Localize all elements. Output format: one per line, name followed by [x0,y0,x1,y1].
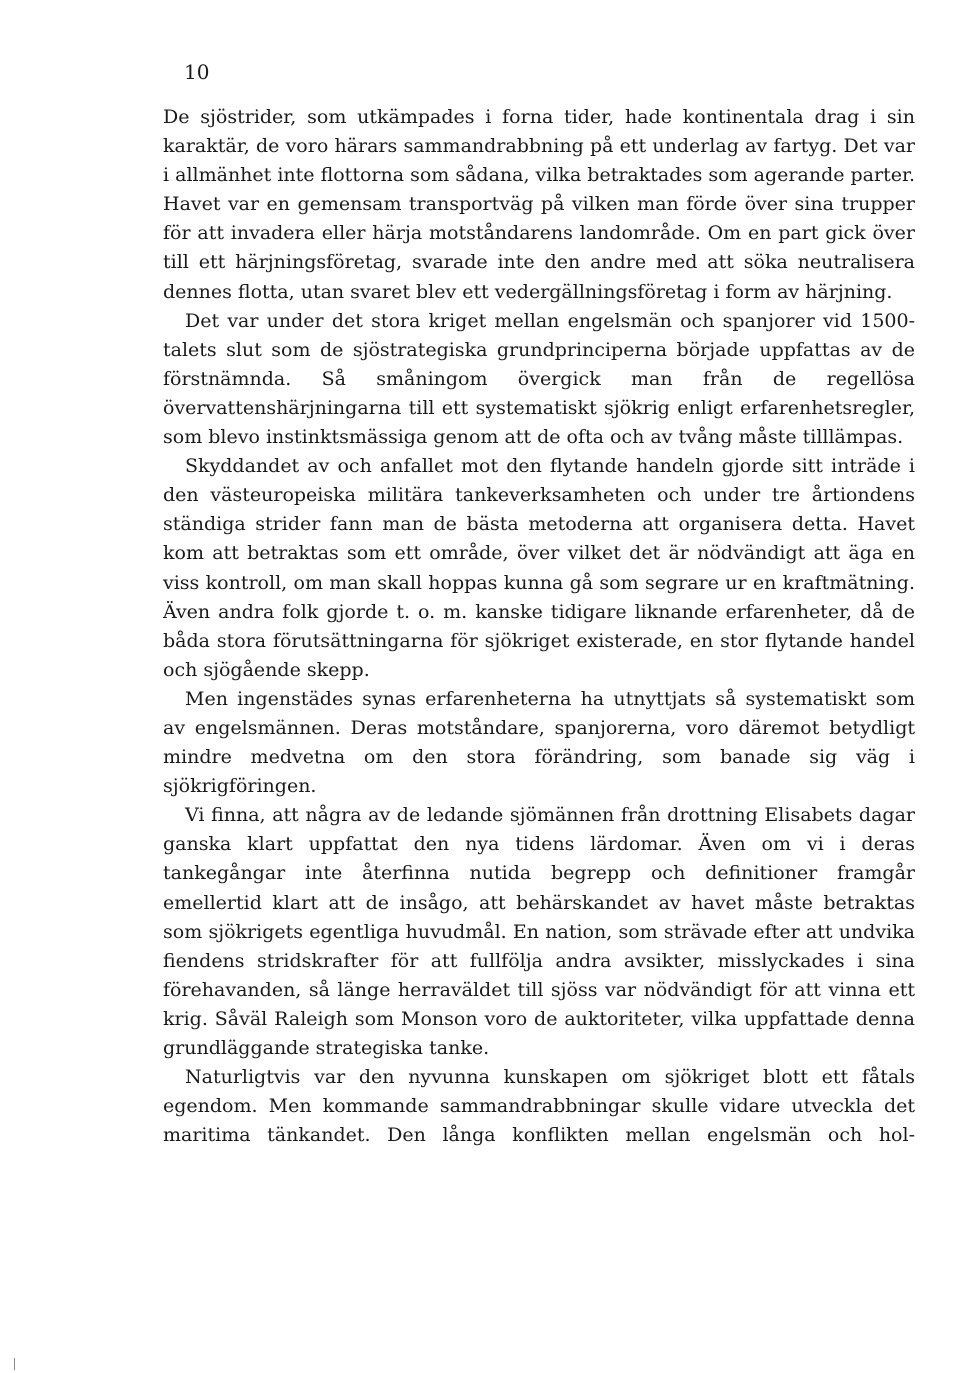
margin-mark [14,1358,15,1370]
paragraph-4: Men ingenstädes synas erfarenheterna ha utnyttjats så systematiskt som av engelsmännen. Deras motståndare, spanjorerna, voro däremot betydligt mindre medvetna om den stora förändring, som banade sig väg i sjökrigföringen. [163,687,915,798]
paragraph-3: Skyddandet av och anfallet mot den flytande handeln gjorde sitt inträde i den västeuropeiska militära tankeverksamheten och under tre årtiondens ständiga strider fann man de bästa metoderna att organisera detta. Havet kom att betraktas som ett område, över vilket det är nödvändigt att äga en viss kontroll, om man skall hoppas kunna gå som segrare ur en kraftmätning. Även andra folk gjorde t. o. m. kanske tidigare liknande erfarenheter, då de båda stora förutsättningarna för sjökriget existerade, en stor flytande handel och sjögående skepp. [163,455,915,681]
body-text [163,103,915,1150]
paragraph-6: Naturligtvis var den nyvunna kunskapen om sjökriget blott ett fåtals egendom. Men kommande sammandrabbningar skulle vidare utveckla det maritima tänkandet. Den långa konflikten mellan engelsmän och hol- [163,1066,915,1147]
paragraph-5: Vi finna, att några av de ledande sjömännen från drottning Elisabets dagar ganska klart uppfattat den nya tidens lärdomar. Även om vi i deras tankegångar inte återfinna nutida begrepp och definitioner framgår emellertid klart att de insågo, att behärskandet av havet måste betraktas som sjökrigets egentliga huvudmål. En nation, som strävade efter att undvika fiendens stridskrafter för att fullfölja andra avsikter, misslyckades i sina förehavanden, så länge herraväldet till sjöss var nödvändigt för att vinna ett krig. Såväl Raleigh som Monson voro de auktoriteter, vilka uppfattade denna grundläggande strategiska tanke. [163,804,915,1059]
page-number: 10 [184,60,210,84]
paragraph-1: De sjöstrider, som utkämpades i forna tider, hade kontinentala drag i sin karaktär, de voro härars sammandrabbning på ett underlag av fartyg. Det var i allmänhet inte flottorna som sådana, vilka betraktades som agerande parter. Havet var en gemensam transportväg på vilken man förde över sina trupper för att invadera eller härja motståndarens landområde. Om en part gick över till ett härjningsföretag, svarade inte den andre med att söka neutralisera dennes flotta, utan svaret blev ett vedergällningsföretag i form av härjning. [163,106,915,303]
paragraph-2: Det var under det stora kriget mellan engelsmän och spanjorer vid 1500-talets slut som de sjöstrategiska grundprinciperna började uppfattas av de förstnämnda. Så småningom övergick man från de regellösa övervattenshärjningarna till ett systematiskt sjökrig enligt erfarenhetsregler, som blevo instinktsmässiga genom att de ofta och av tvång måste tilllämpas. [163,309,915,449]
